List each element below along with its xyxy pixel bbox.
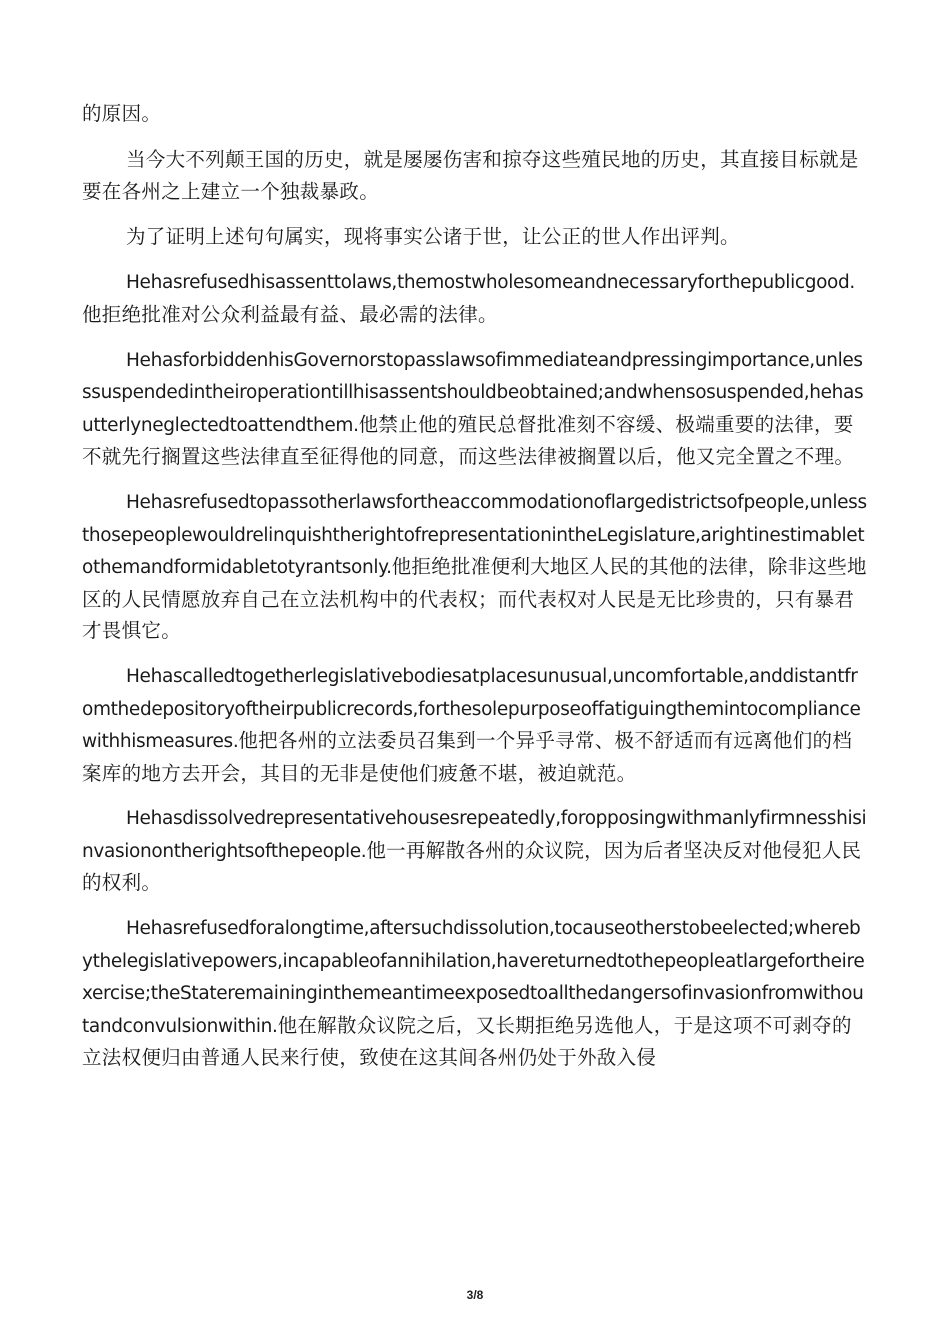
- paragraph: [82, 266, 868, 330]
- chinese-text: 的原因。: [82, 102, 162, 125]
- chinese-text: 他拒绝批准对公众利益最有益、最必需的法律。: [82, 302, 498, 326]
- chinese-text: 为了证明上述句句属实，现将事实公诸于世，让公正的世人作出评判。: [126, 224, 740, 248]
- paragraph: [82, 344, 868, 473]
- english-text: Hehasrefusedhisassenttolaws,themostwholesomeandnecessaryforthepublicgood.: [126, 272, 855, 294]
- english-text: Hehasdissolvedrepresentativehousesrepeatedly,foropposingwithmanlyfirmnesshisinvasionontherightsofthepeople.: [82, 808, 867, 862]
- english-text: Hehasrefusedtopassotherlawsfortheaccommodationoflargedistrictsofpeople,unlessthosepeoplewouldrelinquishtherightofrepresentationintheLegislature,arightinestimabletothemandformidabletotyrantsonly.: [82, 491, 867, 579]
- english-text: HehasforbiddenhisGovernorstopasslawsofimmediateandpressingimportance,unlesssuspendedintheiroperationtillhisassentshouldbeobtained;andwhensosuspended,hehasutterlyneglectedtoattendthem.: [82, 349, 864, 436]
- paragraph: [82, 144, 868, 208]
- chinese-text: 他把各州的立法委员召集到一个异乎寻常、极不舒适而有远离他们的档案库的地方去开会，其目的无非是使他们疲惫不堪，被迫就范。: [82, 729, 853, 785]
- english-text: Hehascalledtogetherlegislativebodiesatplacesunusual,uncomfortable,anddistantfromthedepositoryoftheirpublicrecords,forthesolepurposeoffatiguingthemintocompliancewithhismeasures.: [82, 665, 861, 753]
- chinese-text: 当今大不列颠王国的历史，就是屡屡伤害和掠夺这些殖民地的历史，其直接目标就是要在各州之上建立一个独裁暴政。: [82, 147, 859, 204]
- body-text: [82, 98, 868, 1087]
- english-text: Hehasrefusedforalongtime,aftersuchdissolution,tocauseotherstobeelected;wherebythelegislativepowers,incapableofannihilation,havereturnedtothepeopleatlargefortheirexercise;theStateremaininginthemeantimeexposedtoallthedangersofinvasionfromwithoutandconvulsionwithin.: [82, 918, 865, 1037]
- paragraph: [82, 660, 868, 789]
- chinese-text: 他在解散众议院之后，又长期拒绝另选他人，于是这项不可剥夺的立法权便归由普通人民来行使，致使在这其间各州仍处于外敌入侵: [82, 1013, 852, 1070]
- paragraph: [82, 98, 868, 131]
- page-number: 3/8: [466, 1288, 484, 1302]
- chinese-text: 他禁止他的殖民总督批准刻不容缓、极端重要的法律，要不就先行搁置这些法律直至征得他的同意，而这些法律被搁置以后，他又完全置之不理。: [82, 412, 855, 469]
- paragraph: [82, 912, 868, 1074]
- paragraph: [82, 221, 868, 254]
- paragraph: [82, 486, 868, 647]
- chinese-text: 他拒绝批准便利大地区人民的其他的法律，除非这些地区的人民情愿放弃自己在立法机构中的代表权；而代表权对人民是无比珍贵的，只有暴君才畏惧它。: [82, 555, 867, 643]
- chinese-text: 他一再解散各州的众议院，因为后者坚决反对他侵犯人民的权利。: [82, 838, 862, 895]
- paragraph: [82, 802, 868, 899]
